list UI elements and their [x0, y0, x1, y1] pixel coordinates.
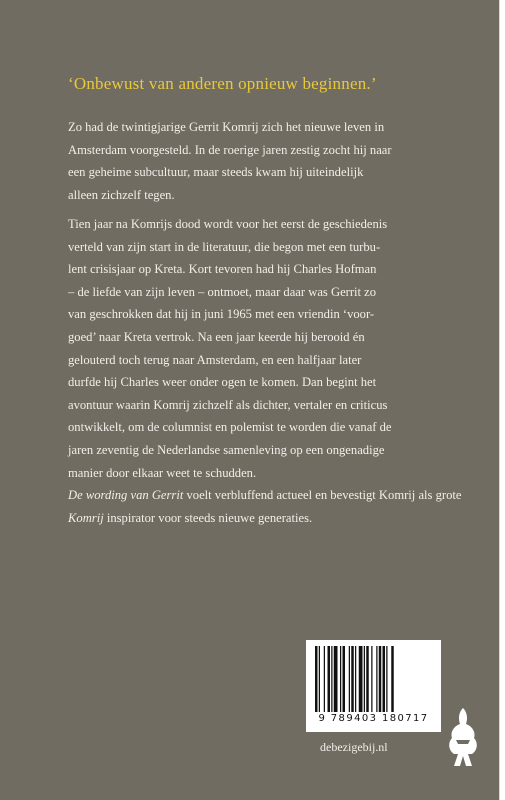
barcode-bar — [355, 646, 356, 712]
blurb-line: ontwikkelt, om de columnist en polemist te worden die vanaf de — [68, 420, 392, 435]
cover-slogan: ‘Onbewust van anderen opnieuw beginnen.’ — [68, 74, 377, 93]
barcode-bar — [379, 646, 382, 712]
barcode-bar — [351, 646, 354, 712]
blurb-paragraph-1 — [68, 116, 432, 206]
barcode-bar — [331, 646, 332, 712]
barcode-bar — [391, 646, 394, 712]
barcode-bar — [376, 646, 377, 712]
blurb-line: Zo had de twintigjarige Gerrit Komrij zich het nieuwe leven in — [68, 120, 385, 134]
blurb-line: een geheime subcultuur, maar steeds kwam hij uiteindelijk — [68, 165, 364, 180]
publisher-url: debezigebij.nl — [320, 740, 388, 754]
barcode-bar — [386, 646, 387, 712]
book-title: Komrij — [68, 510, 104, 525]
barcode-bar — [366, 646, 369, 712]
blurb-text: voelt verbluffend actueel en bevestigt Komrij als grote — [183, 488, 462, 503]
blurb-line: avontuur waarin Komrij zichzelf als dichter, vertaler en criticus — [68, 397, 388, 412]
barcode-bar — [328, 646, 331, 712]
barcode-bars — [314, 646, 433, 712]
barcode-bar — [364, 646, 365, 712]
barcode-bar — [324, 646, 325, 712]
blurb-line: verteld van zijn start in de literatuur, die begon met een turbu- — [68, 239, 381, 254]
book-title: De wording van Gerrit — [68, 488, 184, 503]
blurb-line: alleen zichzelf tegen. — [68, 187, 175, 202]
blurb-line: goed’ naar Kreta vertrok. Na een jaar keerde hij berooid én — [68, 329, 365, 344]
barcode — [306, 640, 441, 732]
blurb-line: Amsterdam voorgesteld. In de roerige jaren zestig zocht hij naar — [68, 142, 392, 157]
blurb-line: durfde hij Charles weer onder ogen te komen. Dan begint het — [68, 375, 377, 390]
barcode-bar — [315, 646, 318, 712]
blurb-line: jaren zeventig de Nederlandse samenleving op een ongenadige — [68, 442, 385, 457]
blurb-line: lent crisisjaar op Kreta. Kort tevoren had hij Charles Hofman — [68, 262, 377, 277]
barcode-bar — [359, 646, 363, 712]
barcode-bar — [343, 646, 346, 712]
barcode-bar — [340, 646, 341, 712]
blurb-paragraph-2 — [68, 213, 462, 529]
bee-silhouette-icon — [446, 706, 480, 768]
barcode-bar — [319, 646, 320, 712]
blurb-line-with-title — [68, 484, 462, 507]
blurb-text: inspirator voor steeds nieuwe generaties. — [106, 510, 313, 525]
barcode-bar — [334, 646, 338, 712]
isbn-number: 9 789403 180717 — [318, 713, 429, 724]
barcode-bar — [383, 646, 386, 712]
blurb-line: manier door elkaar weet te schudden. — [68, 465, 257, 480]
barcode-bar — [349, 646, 350, 712]
blurb-line: – de liefde van zijn leven – ontmoet, maar daar was Gerrit zo — [68, 284, 377, 299]
blurb-line: van geschrokken dat hij in juni 1965 met een vriendin ‘voor- — [68, 307, 375, 322]
barcode-bar — [371, 646, 372, 712]
blurb-line-with-title — [68, 507, 432, 530]
blurb-line: gelouterd toch terug naar Amsterdam, en een halfjaar later — [68, 352, 362, 367]
blurb-line: Tien jaar na Komrijs dood wordt voor het eerst de geschiedenis — [68, 217, 388, 231]
